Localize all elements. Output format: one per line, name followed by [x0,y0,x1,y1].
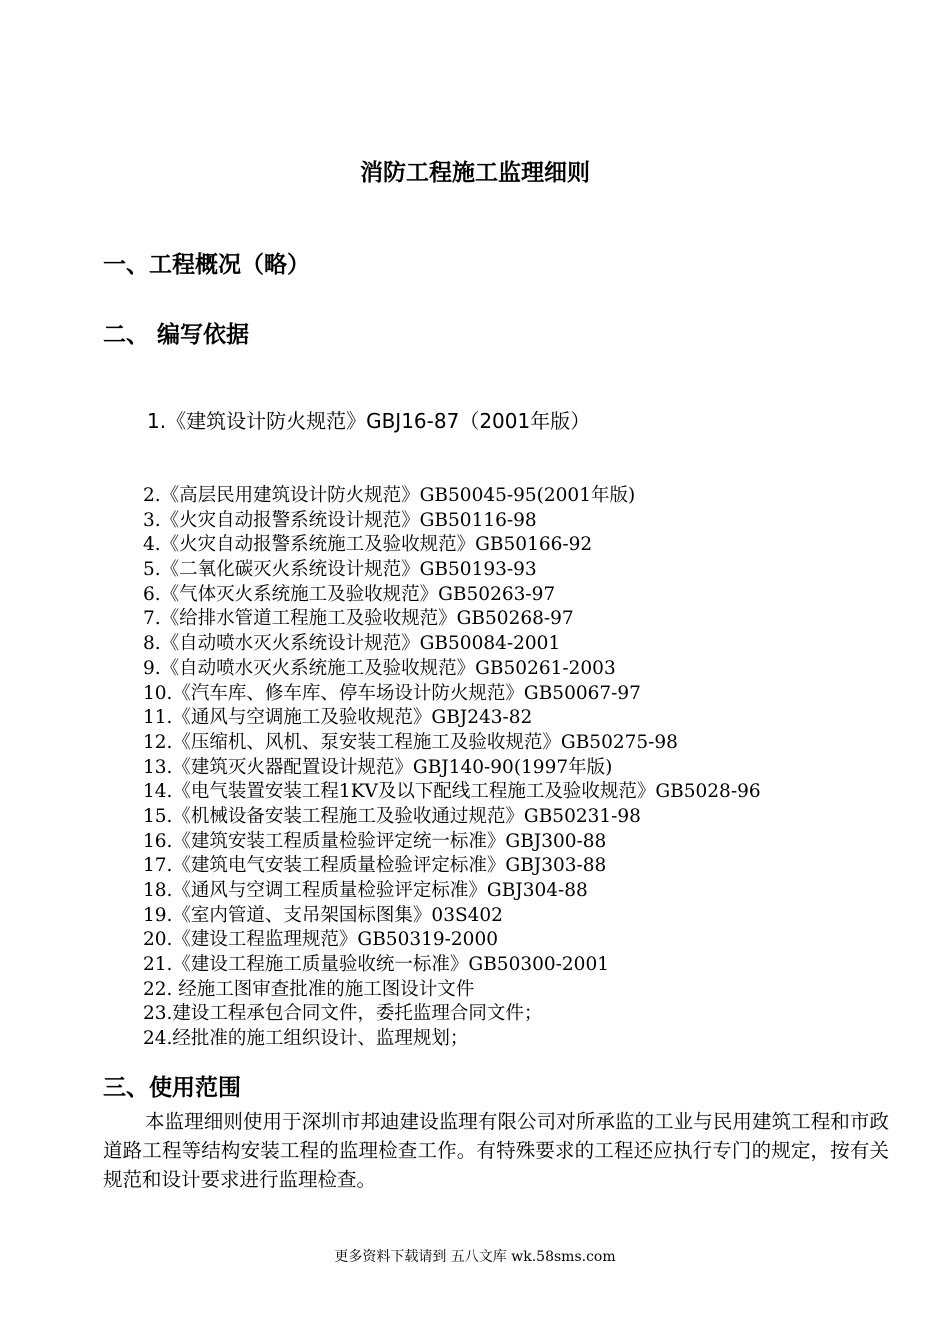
reference-item: 8.《自动喷水灭火系统设计规范》GB50084-2001 [143,633,561,655]
reference-item: 7.《给排水管道工程施工及验收规范》GB50268-97 [143,608,574,630]
reference-item-first: 1.《建筑设计防火规范》GBJ16-87（2001年版） [147,409,591,433]
reference-item: 16.《建筑安装工程质量检验评定统一标准》GBJ300-88 [143,830,607,852]
reference-item: 20.《建设工程监理规范》GB50319-2000 [143,929,498,951]
reference-item: 17.《建筑电气安装工程质量检验评定标准》GBJ303-88 [143,855,607,877]
scope-paragraph: 本监理细则使用于深圳市邦迪建设监理有限公司对所承监的工业与民用建筑工程和市政道路工程等结构安装工程的监理检查工作。有特殊要求的工程还应执行专门的规定，按有关规范和设计要求进行监理检查。 [103,1110,889,1191]
reference-item: 19.《室内管道、支吊架国标图集》03S402 [143,904,503,926]
footer-text: 更多资料下载请到 五八文库 wk.58sms.com [334,1249,616,1265]
reference-item: 2.《高层民用建筑设计防火规范》GB50045-95(2001年版) [143,485,636,506]
reference-item: 6.《气体灭火系统施工及验收规范》GB50263-97 [143,583,556,605]
reference-item: 18.《通风与空调工程质量检验评定标准》GBJ304-88 [143,880,588,901]
reference-item: 12.《压缩机、风机、泵安装工程施工及验收规范》GB50275-98 [143,731,678,753]
reference-item: 21.《建设工程施工质量验收统一标准》GB50300-2001 [143,954,609,976]
reference-item: 24.经批准的施工组织设计、监理规划； [143,1028,469,1050]
reference-item: 10.《汽车库、修车库、停车场设计防火规范》GB50067-97 [143,682,641,704]
reference-item: 14.《电气装置安装工程1KV及以下配线工程施工及验收规范》GB5028-96 [143,781,761,803]
reference-item: 13.《建筑灭火器配置设计规范》GBJ140-90(1997年版) [143,756,613,778]
document-title: 消防工程施工监理细则 [360,160,590,186]
reference-item: 11.《通风与空调施工及验收规范》GBJ243-82 [143,707,533,729]
reference-item: 22. 经施工图审查批准的施工图设计文件 [143,978,475,1000]
section-heading-basis: 二、 编写依据 [103,322,250,348]
reference-item: 23.建设工程承包合同文件，委托监理合同文件； [143,1003,543,1025]
reference-item: 15.《机械设备安装工程施工及验收通过规范》GB50231-98 [143,805,641,827]
reference-item: 3.《火灾自动报警系统设计规范》GB50116-98 [143,509,537,531]
reference-item: 9.《自动喷水灭火系统施工及验收规范》GB50261-2003 [143,657,616,679]
section-heading-scope: 三、使用范围 [103,1075,241,1101]
reference-list [143,484,761,1052]
section-heading-overview: 一、工程概况（略） [103,252,310,278]
reference-item: 5.《二氧化碳灭火系统设计规范》GB50193-93 [143,559,537,581]
reference-item: 4.《火灾自动报警系统施工及验收规范》GB50166-92 [143,534,593,556]
